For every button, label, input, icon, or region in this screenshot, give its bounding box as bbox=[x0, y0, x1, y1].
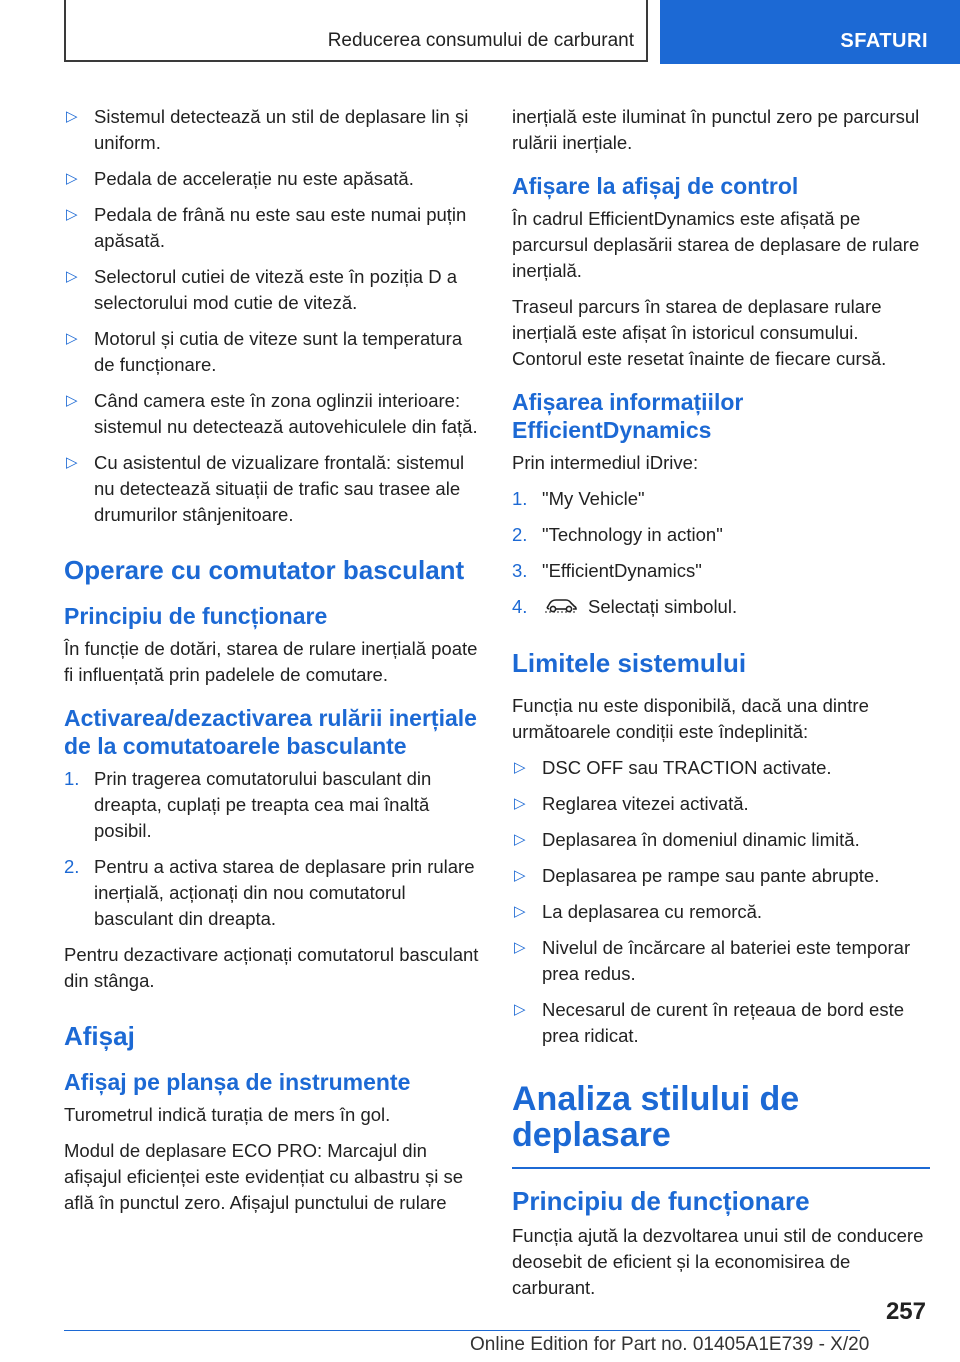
list-item: ▷ Deplasarea în domeniul dinamic limită. bbox=[512, 827, 930, 853]
step-item: 4. Selectați simbolul. bbox=[512, 594, 930, 621]
triangle-bullet-icon: ▷ bbox=[514, 795, 526, 813]
heading-info: Afișarea informațiilor EfficientDynamics bbox=[512, 389, 744, 443]
section-title: SFATURI bbox=[840, 30, 928, 52]
triangle-bullet-icon: ▷ bbox=[66, 268, 78, 285]
triangle-bullet-icon: ▷ bbox=[514, 903, 526, 921]
list-item: ▷ Când camera este în zona oglinzii interioare: sistemul nu detectează autovehiculele din față. bbox=[66, 390, 478, 437]
paragraph-eco: Modul de deplasare ECO PRO: Marcajul din afișajul eficienței este evidențiat cu albastru și se află în punctul zero. Afișajul punctului de rulare bbox=[64, 1140, 463, 1213]
triangle-bullet-icon: ▷ bbox=[514, 831, 526, 849]
paragraph-idrive: Prin intermediul iDrive: bbox=[512, 452, 699, 473]
step-item: 2. "Technology in action" bbox=[512, 524, 723, 545]
paragraph-control-1: În cadrul EfficientDynamics este afișată pe parcursul deplasării starea de deplasare de rulare inerțială. bbox=[512, 208, 920, 281]
triangle-bullet-icon: ▷ bbox=[514, 759, 526, 777]
step-item: 1. Prin tragerea comutatorului basculant din dreapta, cuplați pe treapta cea mai înaltă posibil. bbox=[64, 768, 432, 841]
list-item: ▷ Pedala de accelerație nu este apăsată. bbox=[64, 166, 482, 192]
car-coasting-icon bbox=[544, 595, 578, 621]
list-item: ▷ Necesarul de curent în rețeaua de bord este prea ridicat. bbox=[514, 999, 905, 1047]
list-item: ▷ La deplasarea cu remorcă. bbox=[512, 899, 930, 925]
list-item: ▷ Reglarea vitezei activată. bbox=[512, 791, 930, 817]
triangle-bullet-icon: ▷ bbox=[66, 170, 78, 187]
list-item: ▷ Sistemul detectează un stil de deplasare lin și uniform. bbox=[66, 106, 469, 153]
paragraph-limite: Funcția nu este disponibilă, dacă una dintre următoarele condiții este îndeplinită: bbox=[512, 695, 869, 743]
paragraph-dezactivare: Pentru dezactivare acționați comutatorul basculant din stânga. bbox=[64, 944, 479, 991]
right-column bbox=[512, 104, 930, 1311]
list-item: ▷ DSC OFF sau TRACTION activate. bbox=[512, 755, 930, 781]
triangle-bullet-icon: ▷ bbox=[66, 206, 78, 223]
heading-afisaj: Afișaj bbox=[64, 1021, 135, 1051]
left-column bbox=[64, 104, 482, 1226]
triangle-bullet-icon: ▷ bbox=[514, 939, 526, 957]
paragraph-turometru: Turometrul indică turația de mers în gol. bbox=[64, 1104, 391, 1125]
paragraph-continued: inerțială este iluminat în punctul zero pe parcursul rulării inerțiale. bbox=[512, 106, 920, 153]
list-item: ▷ Deplasarea pe rampe sau pante abrupte. bbox=[512, 863, 930, 889]
triangle-bullet-icon: ▷ bbox=[66, 330, 78, 347]
section-divider bbox=[512, 1167, 930, 1169]
edition-note: Online Edition for Part no. 01405A1E739 - X/20 bbox=[470, 1334, 870, 1355]
header-title-box bbox=[64, 0, 648, 62]
heading-plansa: Afișaj pe planșa de instrumente bbox=[64, 1069, 411, 1095]
triangle-bullet-icon: ▷ bbox=[66, 454, 78, 471]
heading-analiza: Analiza stilului de deplasare bbox=[512, 1080, 800, 1155]
conditions-list bbox=[64, 104, 482, 528]
triangle-bullet-icon: ▷ bbox=[514, 867, 526, 885]
triangle-bullet-icon: ▷ bbox=[514, 1001, 526, 1019]
list-item: ▷ Nivelul de încărcare al bateriei este temporar prea redus. bbox=[514, 937, 911, 985]
paragraph-principiu-analiza: Funcția ajută la dezvoltarea unui stil de conducere deosebit de eficient și la economisirea de carburant. bbox=[512, 1225, 924, 1299]
list-item: ▷ Selectorul cutiei de viteză este în poziția D a selectorului mod cutie de viteză. bbox=[66, 266, 457, 313]
step-item: 1. "My Vehicle" bbox=[512, 488, 645, 509]
idrive-steps bbox=[512, 486, 930, 621]
page-number: 257 bbox=[885, 1298, 926, 1325]
paragraph-control-2: Traseul parcurs în starea de deplasare rulare inerțială este afișat în istoricul consumului. Contorul este resetat înainte de fiecare cursă. bbox=[512, 296, 887, 369]
header-section-tab bbox=[660, 0, 960, 64]
paragraph-principiu: În funcție de dotări, starea de rulare inerțială poate fi influențată prin padelele de comutare. bbox=[64, 638, 478, 685]
footer-divider bbox=[64, 1330, 860, 1331]
activation-steps bbox=[64, 766, 482, 932]
step-item: 2. Pentru a activa starea de deplasare prin rulare inerțială, acționați din nou comutatorul basculant din dreapta. bbox=[64, 856, 475, 929]
heading-activare: Activarea/dezactivarea rulării inerțiale de la comutatoarele basculante bbox=[64, 705, 477, 759]
list-item: ▷ Cu asistentul de vizualizare frontală: sistemul nu detectează situații de trafic sau trasee ale drumurilor stânjenitoare. bbox=[66, 452, 465, 525]
step-item: 3. "EfficientDynamics" bbox=[512, 560, 702, 581]
heading-control: Afișare la afișaj de control bbox=[512, 173, 799, 199]
limits-list bbox=[512, 755, 930, 1049]
list-item: ▷ Motorul și cutia de viteze sunt la temperatura de funcționare. bbox=[66, 328, 463, 375]
chapter-title: Reducerea consumului de carburant bbox=[327, 30, 634, 51]
heading-operare: Operare cu comutator basculant bbox=[64, 555, 465, 585]
list-item: ▷ Pedala de frână nu este sau este numai puțin apăsată. bbox=[66, 204, 467, 251]
heading-principiu: Principiu de funcționare bbox=[64, 603, 328, 629]
heading-principiu-analiza: Principiu de funcționare bbox=[512, 1186, 810, 1217]
triangle-bullet-icon: ▷ bbox=[66, 392, 78, 409]
triangle-bullet-icon: ▷ bbox=[66, 108, 78, 125]
heading-limite: Limitele sistemului bbox=[512, 648, 747, 679]
